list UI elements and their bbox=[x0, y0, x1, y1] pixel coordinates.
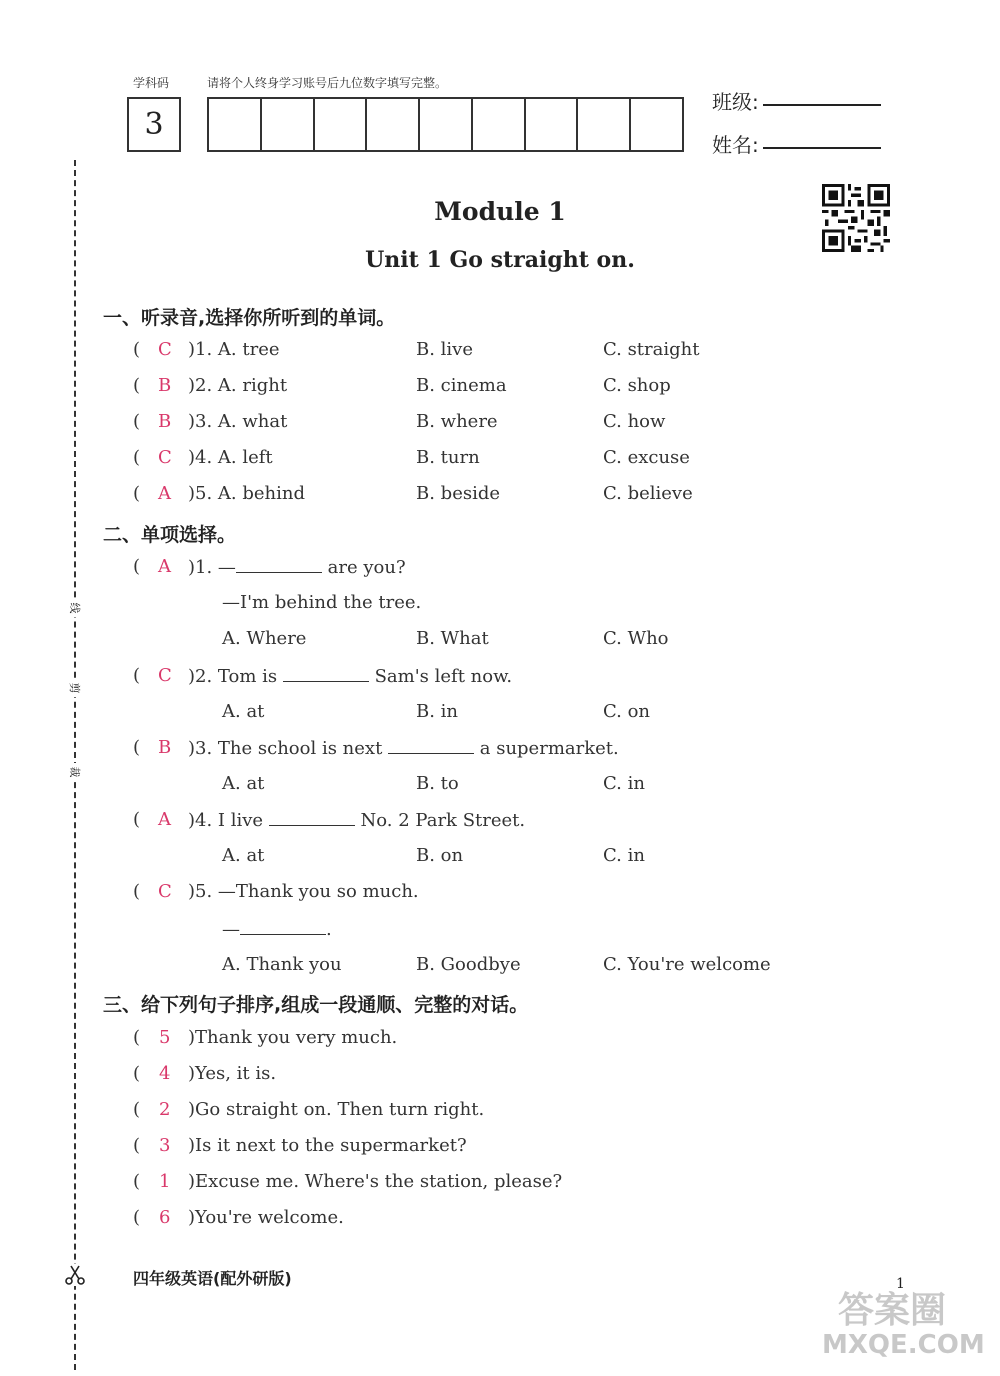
question-text: )3. The school is next bbox=[188, 738, 389, 759]
ordering-item: ( 1 )Excuse me. Where's the station, please? bbox=[133, 1171, 563, 1192]
class-label: 班级: bbox=[712, 90, 759, 114]
module-title: Module 1 bbox=[434, 197, 566, 226]
account-cell[interactable] bbox=[367, 99, 420, 150]
name-field[interactable] bbox=[763, 147, 881, 149]
ordering-item: ( 6 )You're welcome. bbox=[133, 1207, 344, 1228]
cut-char: 裁 bbox=[67, 763, 83, 781]
option-b: B. where bbox=[416, 411, 498, 432]
account-cell[interactable] bbox=[473, 99, 526, 150]
answer: B bbox=[158, 737, 172, 758]
option-c: C. in bbox=[603, 845, 645, 866]
answer: A bbox=[158, 556, 171, 577]
option-c: C. believe bbox=[603, 483, 693, 504]
account-cell[interactable] bbox=[631, 99, 682, 150]
option-c: C. shop bbox=[603, 375, 671, 396]
answer: 6 bbox=[159, 1207, 171, 1228]
scissors-icon bbox=[64, 1264, 86, 1286]
answer: C bbox=[158, 447, 172, 468]
option-c: C. Who bbox=[603, 628, 669, 649]
question-text: . bbox=[326, 919, 332, 940]
cut-char: 剪 bbox=[67, 679, 83, 697]
account-cell[interactable] bbox=[262, 99, 315, 150]
option-a: )5. A. behind bbox=[188, 483, 305, 504]
choice-question-2: ( C )2. Tom is Sam's left now. bbox=[133, 665, 513, 687]
cut-char: 线 bbox=[67, 599, 83, 617]
question-text: are you? bbox=[321, 557, 406, 578]
sentence-text: )Yes, it is. bbox=[188, 1063, 277, 1084]
choice-options-3 bbox=[0, 773, 1000, 803]
subject-code-label: 学科码 bbox=[133, 76, 170, 90]
option-a: )2. A. right bbox=[188, 375, 288, 396]
question-text: )2. Tom is bbox=[188, 666, 283, 687]
question-text: —I'm behind the tree. bbox=[222, 592, 422, 613]
answer: 2 bbox=[159, 1099, 171, 1120]
book-title: 四年级英语(配外研版) bbox=[133, 1269, 292, 1288]
choice-question-4: ( A )4. I live No. 2 Park Street. bbox=[133, 809, 526, 831]
account-instruction: 请将个人终身学习账号后九位数字填写完整。 bbox=[207, 76, 448, 90]
choice-question-5-line2 bbox=[0, 918, 1000, 948]
option-c: C. straight bbox=[603, 339, 700, 360]
sentence-text: )Is it next to the supermarket? bbox=[188, 1135, 467, 1156]
question-text: )5. —Thank you so much. bbox=[188, 881, 419, 902]
account-cell[interactable] bbox=[420, 99, 473, 150]
option-b: B. to bbox=[416, 773, 459, 794]
page-number: 1 bbox=[896, 1276, 905, 1292]
answer-blank bbox=[236, 556, 322, 573]
account-cell[interactable] bbox=[578, 99, 631, 150]
option-c: C. on bbox=[603, 701, 651, 722]
answer: 3 bbox=[159, 1135, 171, 1156]
option-a: A. at bbox=[222, 773, 265, 794]
section-2-title: 二、单项选择。 bbox=[103, 524, 237, 546]
listening-item-3: ( B )3. A. what B. where C. how bbox=[133, 411, 666, 432]
option-b: B. Goodbye bbox=[416, 954, 521, 975]
ordering-item: ( 5 )Thank you very much. bbox=[133, 1027, 398, 1048]
account-cell[interactable] bbox=[315, 99, 368, 150]
option-b: B. What bbox=[416, 628, 489, 649]
choice-options-4 bbox=[0, 845, 1000, 875]
choice-question-1: ( A )1. — are you? bbox=[133, 556, 406, 578]
question-text: No. 2 Park Street. bbox=[354, 810, 526, 831]
listening-item-1: ( C )1. A. tree B. live C. straight bbox=[133, 339, 700, 360]
answer: 4 bbox=[159, 1063, 171, 1084]
option-a: A. at bbox=[222, 845, 265, 866]
option-a: A. at bbox=[222, 701, 265, 722]
account-cell[interactable] bbox=[209, 99, 262, 150]
choice-options-1 bbox=[0, 628, 1000, 658]
answer: 1 bbox=[159, 1171, 171, 1192]
section-3-title: 三、给下列句子排序,组成一段通顺、完整的对话。 bbox=[103, 994, 529, 1016]
unit-title: Unit 1 Go straight on. bbox=[365, 247, 635, 273]
option-c: C. how bbox=[603, 411, 666, 432]
answer: B bbox=[158, 375, 172, 396]
answer: A bbox=[158, 483, 171, 504]
sentence-text: )Thank you very much. bbox=[188, 1027, 398, 1048]
watermark-logo: 答案圈 bbox=[838, 1290, 947, 1331]
option-b: B. live bbox=[416, 339, 474, 360]
name-label: 姓名: bbox=[712, 133, 759, 157]
answer-blank bbox=[388, 737, 474, 754]
subject-code-value: 3 bbox=[144, 107, 164, 142]
question-text: )1. — bbox=[188, 557, 236, 578]
option-b: B. on bbox=[416, 845, 464, 866]
option-a: )3. A. what bbox=[188, 411, 288, 432]
question-text: — bbox=[222, 919, 240, 940]
answer: B bbox=[158, 411, 172, 432]
option-c: C. excuse bbox=[603, 447, 690, 468]
ordering-item: ( 4 )Yes, it is. bbox=[133, 1063, 277, 1084]
listening-item-2: ( B )2. A. right B. cinema C. shop bbox=[133, 375, 671, 396]
listening-item-5: ( A )5. A. behind B. beside C. believe bbox=[133, 483, 693, 504]
sentence-text: )Excuse me. Where's the station, please? bbox=[188, 1171, 563, 1192]
ordering-item: ( 3 )Is it next to the supermarket? bbox=[133, 1135, 467, 1156]
choice-options-5 bbox=[0, 954, 1000, 984]
option-b: B. in bbox=[416, 701, 459, 722]
option-b: B. cinema bbox=[416, 375, 507, 396]
question-text: )4. I live bbox=[188, 810, 269, 831]
option-a: A. Where bbox=[222, 628, 307, 649]
choice-question-1-line2 bbox=[0, 592, 1000, 622]
option-c: C. You're welcome bbox=[603, 954, 771, 975]
question-text: Sam's left now. bbox=[368, 666, 513, 687]
choice-options-2 bbox=[0, 701, 1000, 731]
answer: C bbox=[158, 339, 172, 360]
option-c: C. in bbox=[603, 773, 645, 794]
class-field[interactable] bbox=[763, 104, 881, 106]
answer: C bbox=[158, 881, 172, 902]
option-b: B. turn bbox=[416, 447, 480, 468]
section-1-title: 一、听录音,选择你所听到的单词。 bbox=[103, 307, 396, 329]
answer-blank bbox=[240, 918, 326, 935]
watermark-url: MXQE.COM bbox=[822, 1330, 985, 1360]
option-a: A. Thank you bbox=[222, 954, 342, 975]
account-cell[interactable] bbox=[526, 99, 579, 150]
answer: A bbox=[158, 809, 171, 830]
option-a: )1. A. tree bbox=[188, 339, 280, 360]
answer-blank bbox=[269, 809, 355, 826]
option-b: B. beside bbox=[416, 483, 501, 504]
answer: C bbox=[158, 665, 172, 686]
answer-blank bbox=[283, 665, 369, 682]
ordering-item: ( 2 )Go straight on. Then turn right. bbox=[133, 1099, 485, 1120]
choice-question-3: ( B )3. The school is next a supermarket. bbox=[133, 737, 619, 759]
listening-item-4: ( C )4. A. left B. turn C. excuse bbox=[133, 447, 690, 468]
question-text: a supermarket. bbox=[474, 738, 619, 759]
choice-question-5: ( C )5. —Thank you so much. bbox=[133, 881, 419, 902]
answer: 5 bbox=[159, 1027, 171, 1048]
sentence-text: )You're welcome. bbox=[188, 1207, 344, 1228]
account-number-cells[interactable] bbox=[207, 97, 684, 152]
sentence-text: )Go straight on. Then turn right. bbox=[188, 1099, 485, 1120]
option-a: )4. A. left bbox=[188, 447, 273, 468]
subject-code-box bbox=[127, 97, 181, 152]
